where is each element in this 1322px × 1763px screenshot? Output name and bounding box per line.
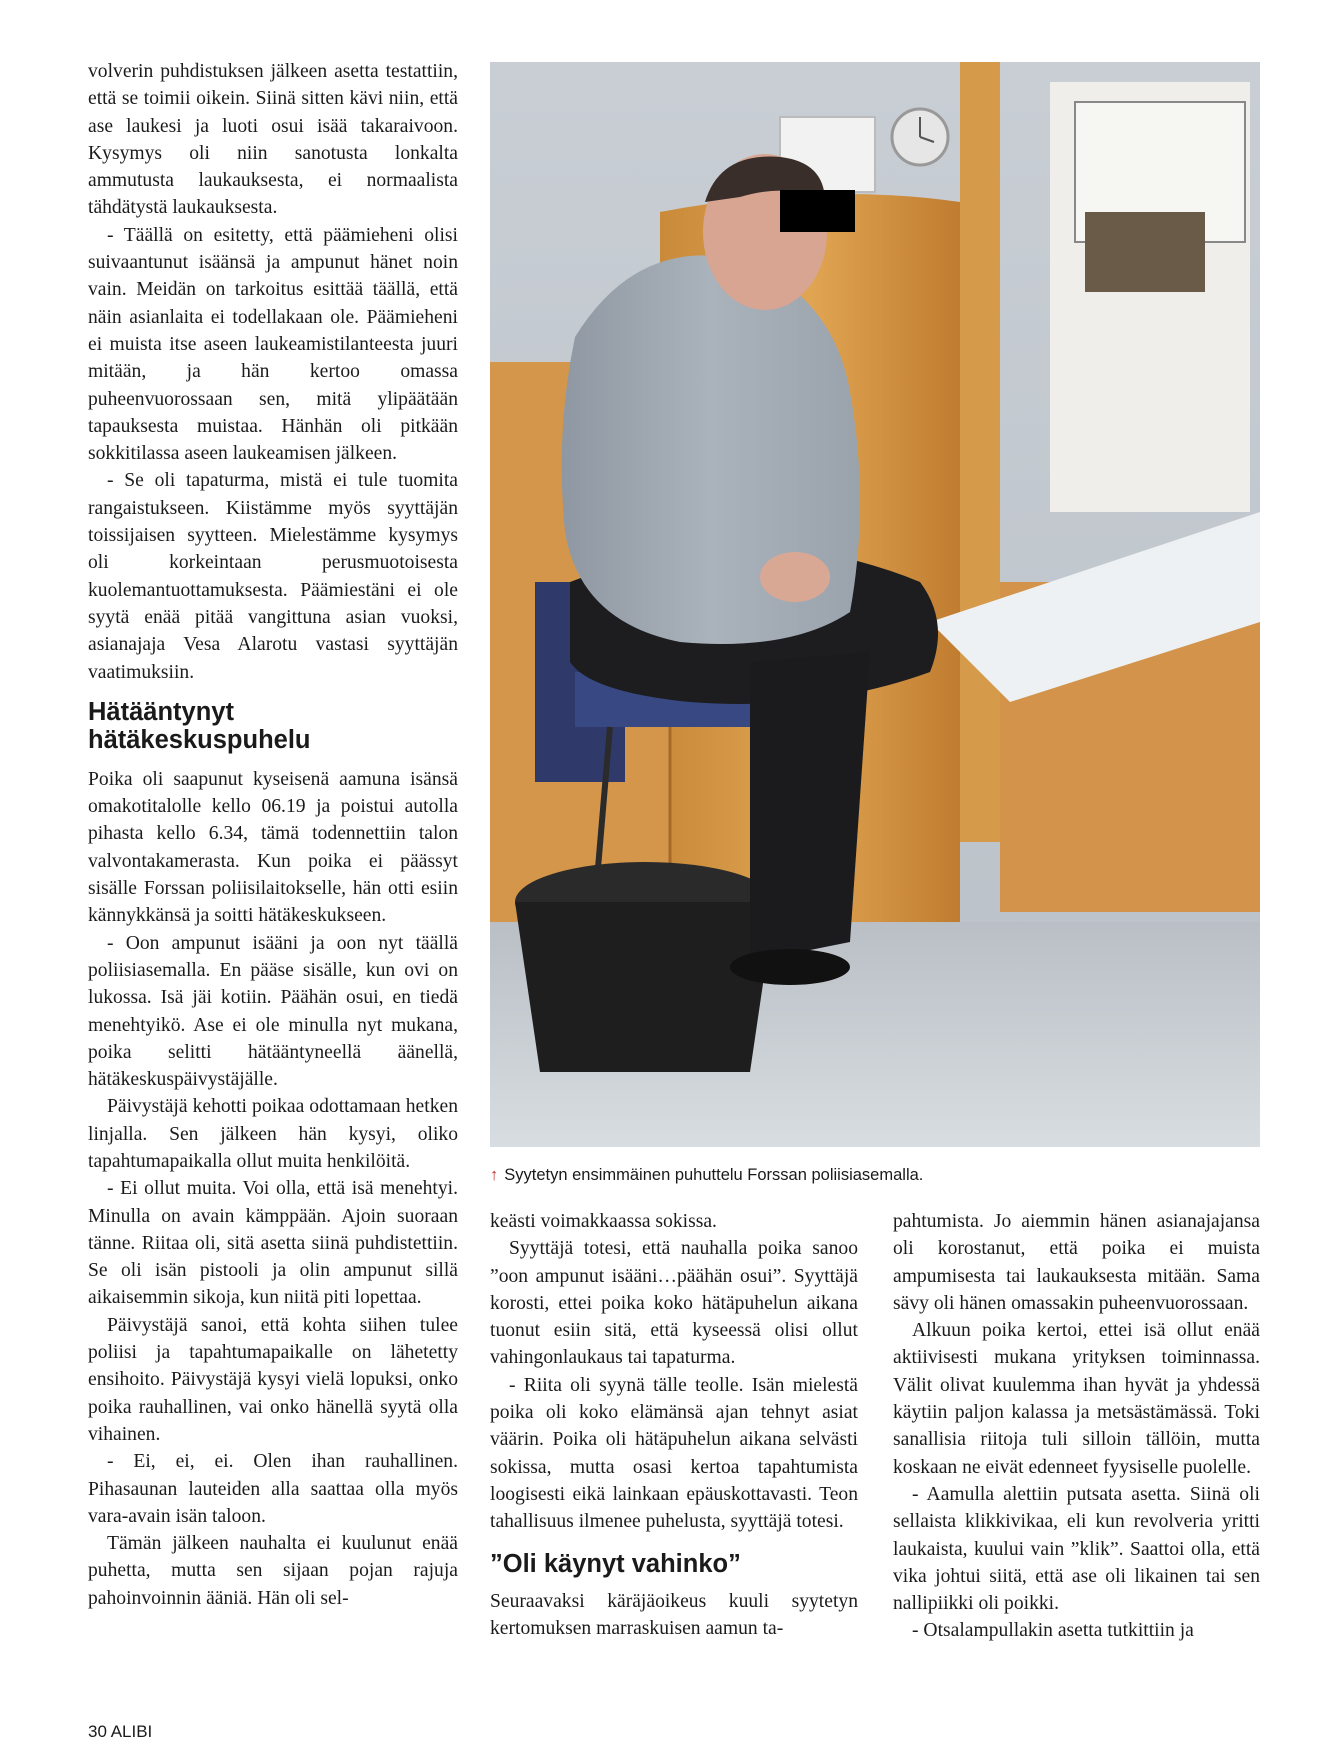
photo-caption xyxy=(490,1164,1260,1186)
courtroom-photo-illustration xyxy=(490,62,1260,1147)
right-text-column xyxy=(893,1208,1260,1645)
section-heading: ”Oli käynyt vahinko” xyxy=(490,1549,741,1578)
body-paragraph: - Otsalampullakin asetta tutkittiin ja xyxy=(912,1620,1194,1642)
body-paragraph: - Täällä on esitetty, että päämieheni olisi suivaantunut isäänsä ja ampunut hänet noin vain. Meidän on tarkoitus esittää täällä, että näin asianlaita ei todellakaan ole. Päämieheni ei muista itse aseen laukeamistilanteesta juuri mitään, ja hän kertoo omassa puheenvuorossaan sen, mitä ylipäätään tapauksesta muistaa. Hänhän oli pitkään sokkitilassa aseen laukeamisen jälkeen. xyxy=(88,224,458,465)
body-paragraph: - Oon ampunut isääni ja oon nyt täällä poliisiasemalla. En pääse sisälle, kun ovi on lukossa. Isä jäi kotiin. Päähän osui, en tiedä menehtyikö. Ase ei ole minulla nyt mukana, poika selitti hätääntyneellä äänellä, hätäkeskuspäivystäjälle. xyxy=(88,932,458,1091)
body-paragraph: Alkuun poika kertoi, ettei isä ollut enää aktiivisesti mukana yrityksen toiminnassa. Välit olivat kuulemma ihan hyvät ja yhdessä käytiin paljon kalassa ja metsästämässä. Toki sanallisia riitoja tuli silloin tällöin, mutta koskaan ne eivät edenneet fyysiselle puolelle. xyxy=(893,1320,1260,1478)
caption-text: Syytetyn ensimmäinen puhuttelu Forssan poliisiasemalla. xyxy=(504,1166,924,1184)
body-paragraph: - Ei, ei, ei. Olen ihan rauhallinen. Pihasaunan lauteiden alla saattaa olla myös vara-avain isän taloon. xyxy=(88,1451,458,1527)
body-paragraph: - Ei ollut muita. Voi olla, että isä menehtyi. Minulla on avain kämppään. Ajoin suoraan tänne. Riitaa oli, sitä asetta siinä puhdistettiin. Se oli isän pistooli ja olin ampunut sillä aikaisemmin sikoja, kun niitä piti lopettaa. xyxy=(88,1178,458,1309)
body-paragraph: - Riita oli syynä tälle teolle. Isän mielestä poika oli koko elämänsä ajan tehnyt asiat väärin. Poika oli hätäpuhelun aikana selvästi sokissa, mutta osasi kertoa tapahtumista loogisesti eikä lainkaan epäuskottavasti. Teon tahallisuus ilmenee puhelusta, syyttäjä totesi. xyxy=(490,1374,858,1533)
left-text-column xyxy=(88,58,458,1612)
section-heading: Hätääntynyt hätäkeskuspuhelu xyxy=(88,697,311,754)
body-paragraph: pahtumista. Jo aiemmin hänen asianajajansa oli korostanut, että poika ei muista ampumisesta tai laukauksesta mitään. Sama sävy oli hänen omassakin puheenvuorossaan. xyxy=(893,1211,1260,1314)
body-paragraph: keästi voimakkaassa sokissa. xyxy=(490,1211,717,1232)
body-paragraph: Poika oli saapunut kyseisenä aamuna isänsä omakotitalolle kello 06.19 ja poistui autolla pihasta kello 6.34, tämä todennettiin talon valvontakamerasta. Kun poika ei päässyt sisälle Forssan poliisilaitokselle, hän otti esiin kännykkänsä ja soitti hätäkeskukseen. xyxy=(88,768,458,927)
body-paragraph: Päivystäjä kehotti poikaa odottamaan hetken linjalla. Sen jälkeen hän kysyi, oliko tapahtumapaikalla ollut muita henkilöitä. xyxy=(88,1096,458,1172)
body-paragraph: Päivystäjä sanoi, että kohta siihen tulee poliisi ja tapahtumapaikalle on lähetetty ensihoito. Päivystäjä kysyi vielä lopuksi, onko poika rauhallinen, vai onko hänellä syytä olla vihainen. xyxy=(88,1314,458,1445)
caption-arrow-icon: ↑ xyxy=(490,1166,499,1184)
article-photo xyxy=(490,62,1260,1147)
body-paragraph: Syyttäjä totesi, että nauhalla poika sanoo ”oon ampunut isääni…päähän osui”. Syyttäjä korosti, ettei poika koko hätäpuhelun aikana tuonut esiin sitä, että kyseessä olisi ollut vahingonlaukaus tai tapaturma. xyxy=(490,1238,858,1369)
page-footer: 30 ALIBI xyxy=(88,1722,153,1741)
body-paragraph: - Aamulla alettiin putsata asetta. Siinä oli sellaista klikkivikaa, eli kun revolveria yritti laukaista, kuului vain ”klik”. Saattoi olla, että vika johtui siitä, että ase oli likainen tai sen nallipiikki oli poikki. xyxy=(893,1483,1260,1615)
body-paragraph: Seuraavaksi käräjäoikeus kuuli syytetyn kertomuksen marraskuisen aamun ta- xyxy=(490,1590,858,1639)
body-paragraph: - Se oli tapaturma, mistä ei tule tuomita rangaistukseen. Kiistämme myös syyttäjän toissijaisen syytteen. Mielestämme kysymys oli korkeintaan perusmuotoisesta kuolemantuottamuksesta. Päämiestäni ei ole syytä enää pitää vangittuna asian vuoksi, asianajaja Vesa Alarotu vastasi syyttäjän vaatimuksiin. xyxy=(88,470,458,683)
body-paragraph: Tämän jälkeen nauhalta ei kuulunut enää puhetta, mutta sen sijaan pojan rajuja pahoinvoinnin ääniä. Hän oli sel- xyxy=(88,1533,458,1609)
body-paragraph: volverin puhdistuksen jälkeen asetta testattiin, että se toimii oikein. Siinä sitten kävi niin, että ase laukesi ja luoti osui isää takaraivoon. Kysymys oli niin sanotusta lonkalta ammutusta laukauksesta, ei normaalista tähdätystä laukauksesta. xyxy=(88,61,458,219)
middle-text-column xyxy=(490,1208,858,1642)
